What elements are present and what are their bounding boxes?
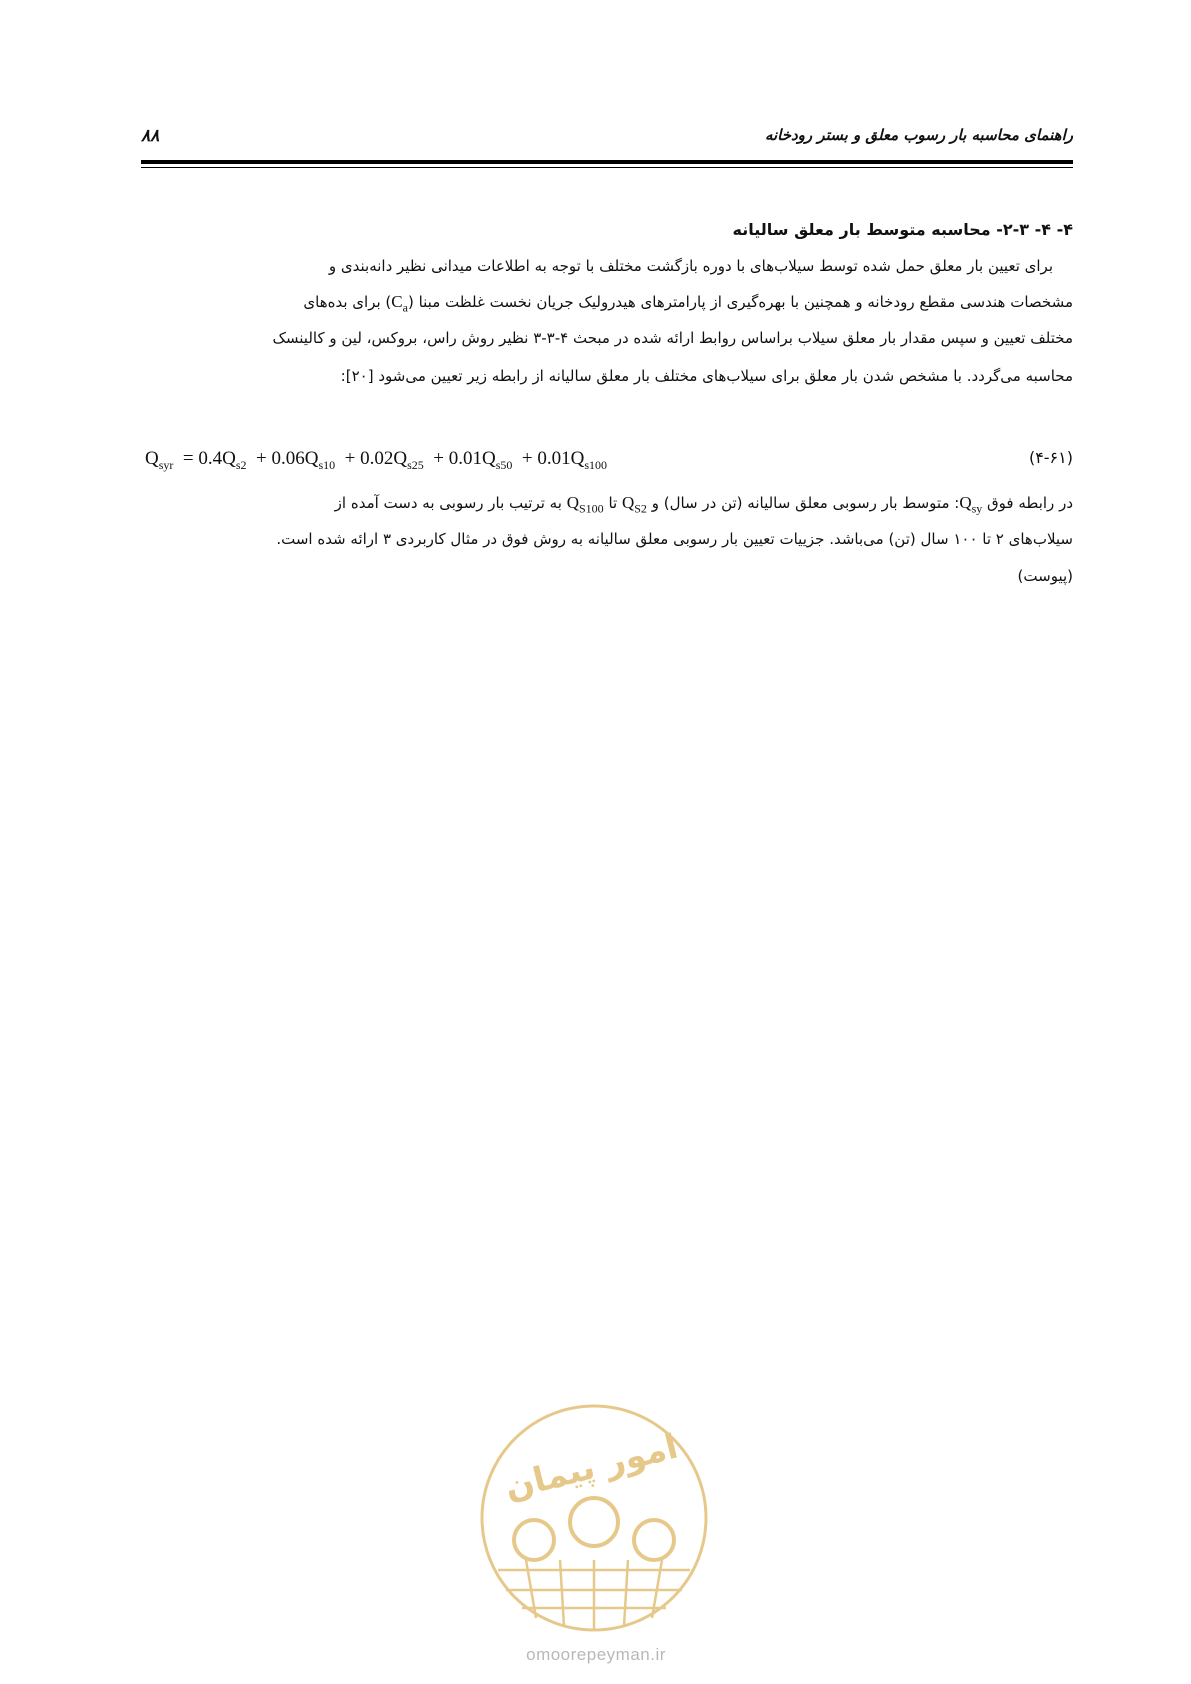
symbol-subscript: a bbox=[402, 300, 408, 315]
eq-term-sub: s50 bbox=[495, 457, 513, 472]
eq-lhs-sub: syr bbox=[158, 457, 174, 472]
eq-term: 0.02Q bbox=[360, 448, 408, 469]
equation bbox=[145, 448, 607, 473]
symbol-base: C bbox=[391, 292, 403, 311]
running-title: راهنمای محاسبه بار رسوب معلق و بستر رودخانه bbox=[764, 126, 1073, 144]
gear-icon bbox=[570, 1498, 618, 1546]
paragraph-intro bbox=[141, 257, 1073, 397]
text-run: مشخصات هندسی مقطع رودخانه و همچنین با بهره‌گیری از پارامترهای هیدرولیک جریان نخست غلظت مبنا ( bbox=[407, 293, 1073, 311]
paragraph-line: مختلف تعیین و سپس مقدار بار معلق سیلاب براساس روابط ارائه شده در مبحث ۴-۳-۳ نظیر روش راس، بروکس، لین و کالینسک bbox=[272, 329, 1073, 347]
page-header bbox=[141, 126, 1073, 156]
eq-term: 0.01Q bbox=[537, 448, 585, 469]
eq-term-sub: s100 bbox=[584, 457, 608, 472]
paragraph-line: برای تعیین بار معلق حمل شده توسط سیلاب‌های با دوره بازگشت مختلف با توجه به اطلاعات میدانی نظیر دانه‌بندی و bbox=[328, 257, 1053, 275]
header-rule-thick bbox=[141, 160, 1073, 164]
gear-icons bbox=[514, 1498, 674, 1560]
eq-term-sub: s25 bbox=[407, 457, 424, 472]
symbol-base: Q bbox=[566, 493, 579, 512]
eq-plus: + bbox=[428, 448, 449, 469]
grid-icon bbox=[498, 1560, 690, 1630]
equation-number: (۴-۶۱) bbox=[1028, 448, 1073, 467]
symbol-qs2 bbox=[621, 493, 647, 516]
logo-lettering: امور پیمان bbox=[500, 1426, 682, 1509]
eq-term-sub: s10 bbox=[318, 457, 336, 472]
paragraph-line bbox=[335, 493, 1073, 516]
watermark-site: omoorepeyman.ir bbox=[526, 1645, 666, 1664]
gear-icon bbox=[634, 1520, 674, 1560]
section-heading: ۴- ۴- ۲-۳- محاسبه متوسط بار معلق سالیانه bbox=[732, 220, 1073, 239]
paragraph-line: سیلاب‌های ۲ تا ۱۰۰ سال (تن) می‌باشد. جزییات تعیین بار رسوبی معلق سالیانه به روش فوق در مثال کاربردی ۳ ارائه شده است. bbox=[276, 530, 1073, 548]
symbol-qs100 bbox=[566, 493, 604, 516]
eq-term-sub: s2 bbox=[235, 457, 247, 472]
eq-plus: + bbox=[251, 448, 272, 469]
eq-plus: + bbox=[517, 448, 538, 469]
header-rule-thin bbox=[141, 167, 1073, 168]
text-run: در رابطه فوق bbox=[987, 494, 1073, 512]
page-number: ۸۸ bbox=[141, 126, 160, 146]
symbol-subscript: S100 bbox=[578, 501, 604, 516]
watermark-logo bbox=[476, 1400, 712, 1636]
text-run: تا bbox=[608, 494, 618, 512]
symbol-ca bbox=[391, 292, 408, 315]
eq-equals: = bbox=[178, 448, 199, 469]
symbol-base: Q bbox=[621, 493, 635, 512]
symbol-qsy bbox=[959, 493, 983, 516]
eq-plus: + bbox=[339, 448, 361, 469]
symbol-subscript: sy bbox=[971, 501, 983, 516]
eq-term: 0.06Q bbox=[271, 448, 319, 469]
paragraph-definitions bbox=[141, 493, 1073, 603]
eq-term: 0.4Q bbox=[198, 448, 236, 469]
gear-icon bbox=[514, 1520, 554, 1560]
eq-lhs: Q bbox=[145, 448, 159, 469]
symbol-subscript: S2 bbox=[634, 501, 647, 516]
eq-term: 0.01Q bbox=[448, 448, 496, 469]
text-run: : متوسط بار رسوبی معلق سالیانه (تن در سال) و bbox=[651, 494, 960, 512]
text-run: به ترتیب بار رسوبی به دست آمده از bbox=[334, 494, 562, 512]
paragraph-line: محاسبه می‌گردد. با مشخص شدن بار معلق برای سیلاب‌های مختلف بار معلق سالیانه از رابطه زیر تعیین می‌شود [۲۰]: bbox=[340, 367, 1073, 385]
paragraph-line bbox=[303, 292, 1073, 315]
paragraph-line: (پیوست) bbox=[1017, 567, 1073, 585]
text-run: ) برای بده‌های bbox=[303, 293, 392, 311]
symbol-base: Q bbox=[959, 493, 972, 512]
